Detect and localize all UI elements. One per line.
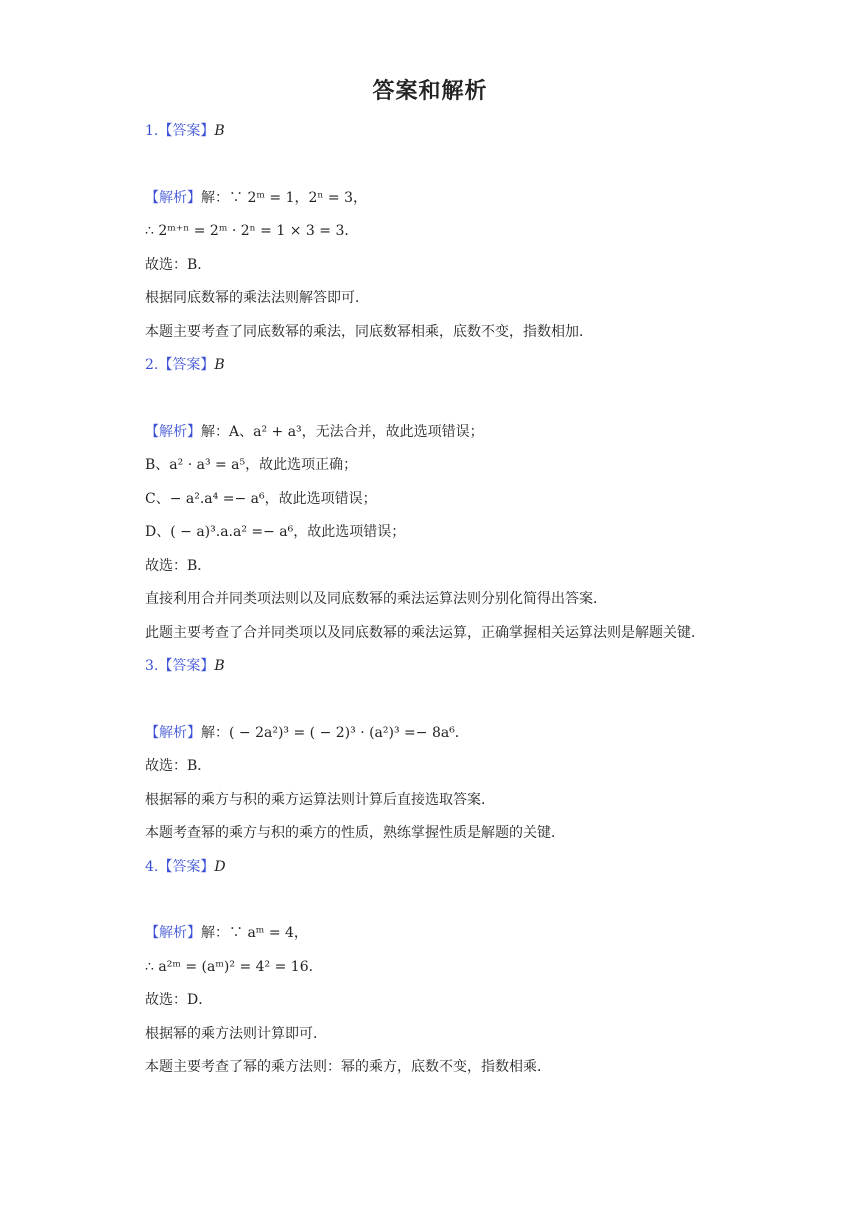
analysis-tag: 【解析】 <box>145 724 201 741</box>
question-number: 1. <box>145 123 159 139</box>
analysis-text: 根据同底数幂的乘法法则解答即可． <box>145 290 369 306</box>
analysis-text: 本题主要考查了同底数幂的乘法，同底数幂相乘，底数不变，指数相加． <box>145 323 593 340</box>
answer-tag: 【答案】 <box>158 123 215 139</box>
page-title: 答案和解析 <box>372 79 488 104</box>
question-2-analysis-line <box>145 416 735 450</box>
question-4-answer <box>145 851 735 885</box>
answer-tag: 【答案】 <box>158 658 215 674</box>
answer-content <box>145 115 735 1085</box>
analysis-text: 故选：D． <box>145 992 213 1008</box>
analysis-tag: 【解析】 <box>145 423 201 440</box>
analysis-text: 本题考查幂的乘方与积的乘方的性质，熟练掌握性质是解题的关键． <box>145 825 565 841</box>
analysis-text: 故选：B． <box>145 758 212 774</box>
question-1-analysis-line <box>145 182 735 216</box>
answer-value: D <box>214 858 226 875</box>
question-number: 2. <box>145 357 159 373</box>
analysis-text: 根据幂的乘方法则计算即可． <box>145 1025 327 1042</box>
analysis-text: 根据幂的乘方与积的乘方运算法则计算后直接选取答案． <box>145 791 495 808</box>
analysis-text: 故选：B． <box>145 256 212 273</box>
answer-tag: 【答案】 <box>158 858 215 875</box>
analysis-text: ∴ a²ᵐ = (aᵐ)² = 4² = 16． <box>145 958 323 975</box>
question-4-analysis-line <box>145 917 735 951</box>
analysis-text: 解：∵ 2ᵐ = 1，2ⁿ = 3， <box>201 189 367 206</box>
analysis-text: C、− a².a⁴ =− a⁶，故此选项错误； <box>145 490 377 507</box>
question-3-analysis-line <box>145 717 735 751</box>
question-1-answer <box>145 115 735 149</box>
analysis-text: 故选：B． <box>145 557 212 574</box>
answer-value: B <box>214 658 225 674</box>
analysis-text: 解：A、a² + a³，无法合并，故此选项错误； <box>201 423 484 440</box>
question-number: 3. <box>145 658 159 674</box>
answer-value: B <box>214 357 225 373</box>
analysis-text: B、a² · a³ = a⁵，故此选项正确； <box>145 457 358 473</box>
answer-tag: 【答案】 <box>158 357 215 373</box>
analysis-text: 解：∵ aᵐ = 4， <box>201 925 308 941</box>
analysis-text: D、( − a)³.a.a² =− a⁶，故此选项错误； <box>145 524 406 540</box>
question-number: 4. <box>145 858 159 875</box>
analysis-text: 解：( − 2a²)³ = ( − 2)³ · (a²)³ =− 8a⁶． <box>201 724 469 741</box>
analysis-text: 直接利用合并同类项法则以及同底数幂的乘法运算法则分别化简得出答案． <box>145 591 607 607</box>
analysis-tag: 【解析】 <box>145 189 201 206</box>
analysis-text: 此题主要考查了合并同类项以及同底数幂的乘法运算，正确掌握相关运算法则是解题关键． <box>145 624 705 641</box>
analysis-text: ∴ 2ᵐ⁺ⁿ = 2ᵐ · 2ⁿ = 1 × 3 = 3． <box>145 223 359 239</box>
analysis-tag: 【解析】 <box>145 925 201 941</box>
analysis-text: 本题主要考查了幂的乘方法则：幂的乘方，底数不变，指数相乘． <box>145 1059 551 1075</box>
question-3-answer <box>145 650 735 684</box>
answer-value: B <box>214 123 225 139</box>
question-2-answer <box>145 349 735 383</box>
